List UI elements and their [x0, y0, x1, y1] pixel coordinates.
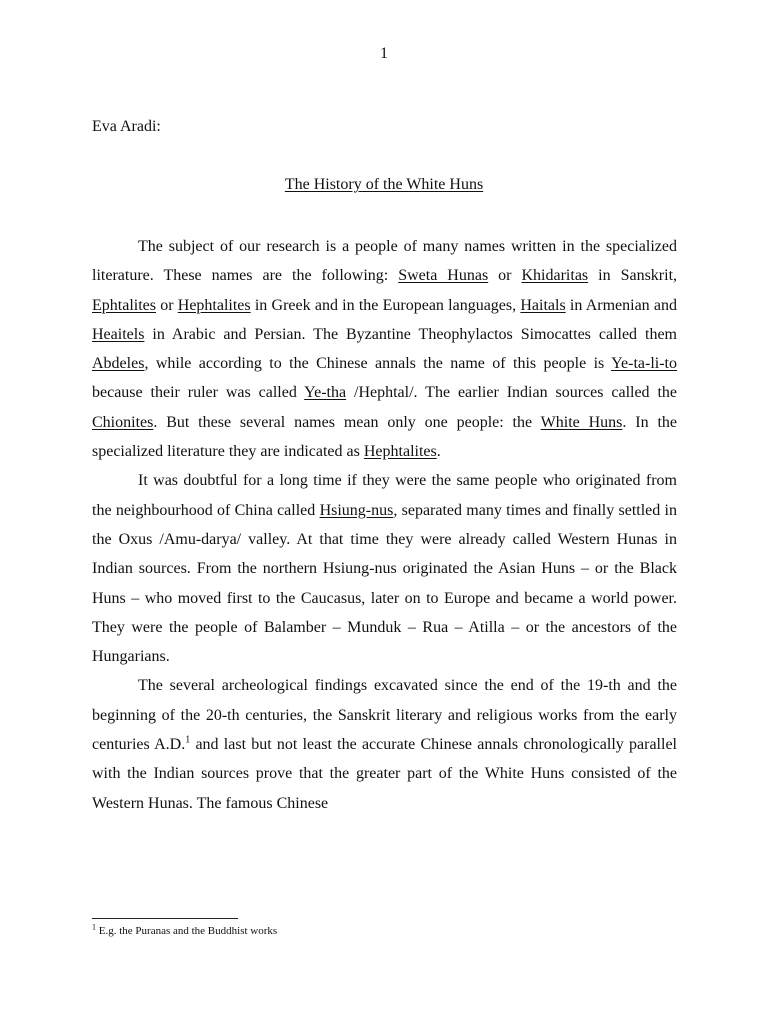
underlined-term: Hsiung-nus: [319, 501, 394, 519]
footnote-text: E.g. the Puranas and the Buddhist works: [96, 925, 278, 937]
text-run: in Arabic and Persian. The Byzantine Theophylactos Simocattes called them: [144, 325, 677, 343]
page-number: 1: [380, 45, 388, 62]
text-run: It was doubtful for a long time if they were the same people who originated from the neighbourhood of China called: [92, 472, 677, 519]
paragraph: [92, 671, 677, 817]
text-run: .: [436, 443, 441, 461]
footnote-reference: 1: [185, 734, 191, 746]
document-title: The History of the White Huns: [284, 176, 484, 193]
underlined-term: Hephtalites: [177, 296, 251, 314]
underlined-term: Ye-ta-li-to: [611, 355, 677, 373]
text-run: . But these several names mean only one people: the: [153, 413, 541, 431]
text-run: in Greek and in the European languages,: [250, 296, 521, 314]
text-run: , separated many times and finally settled in the Oxus /Amu-darya/ valley. At that time they were already called Western Hunas in Indian sources. From the northern Hsiung-nus originated the Asian Huns – or the Black Huns – who moved first to the Caucasus, later on to Europe and became a world power. They were the people of Balamber – Munduk – Rua – Atilla – or the ancestors of the Hungarians.: [92, 501, 677, 666]
paragraph: [92, 232, 677, 466]
text-run: because their ruler was called: [92, 384, 305, 402]
text-run: The subject of our research is a people of many names written in the specialized literature. These names are the following:: [92, 238, 677, 285]
text-run: The several archeological findings excavated since the end of the 19-th and the beginning of the 20-th centuries, the Sanskrit literary and religious works from the early centuries A.D.: [92, 677, 677, 754]
footnote: [92, 924, 277, 938]
body-text: [92, 232, 677, 818]
text-run: . In the specialized literature they are indicated as: [92, 413, 678, 461]
paragraph: [92, 466, 677, 671]
underlined-term: Chionites: [92, 413, 154, 431]
text-run: and last but not least the accurate Chinese annals chronologically parallel with the Indian sources prove that the greater part of the White Huns consisted of the Western Hunas. The famous Chinese: [92, 736, 677, 812]
text-run: or: [488, 267, 522, 285]
underlined-term: Ephtalites: [92, 296, 156, 314]
text-run: in Sanskrit,: [588, 267, 678, 285]
text-run: , while according to the Chinese annals the name of this people is: [144, 355, 612, 373]
underlined-term: Ye-tha: [304, 384, 347, 402]
text-run: or: [155, 296, 178, 314]
underlined-term: Haitals: [520, 296, 566, 314]
underlined-term: Abdeles: [92, 355, 145, 373]
underlined-term: Hephtalites: [363, 443, 437, 461]
text-run: in Armenian and: [565, 296, 678, 314]
footnote-divider: [92, 918, 238, 919]
underlined-term: Khidaritas: [521, 267, 589, 285]
underlined-term: White Huns: [540, 413, 623, 431]
underlined-term: Sweta Hunas: [398, 267, 489, 285]
text-run: /Hephtal/. The earlier Indian sources called the: [346, 384, 678, 402]
footnote-mark: 1: [92, 922, 96, 932]
author-name: Eva Aradi:: [92, 118, 161, 135]
underlined-term: Heaitels: [92, 325, 145, 343]
